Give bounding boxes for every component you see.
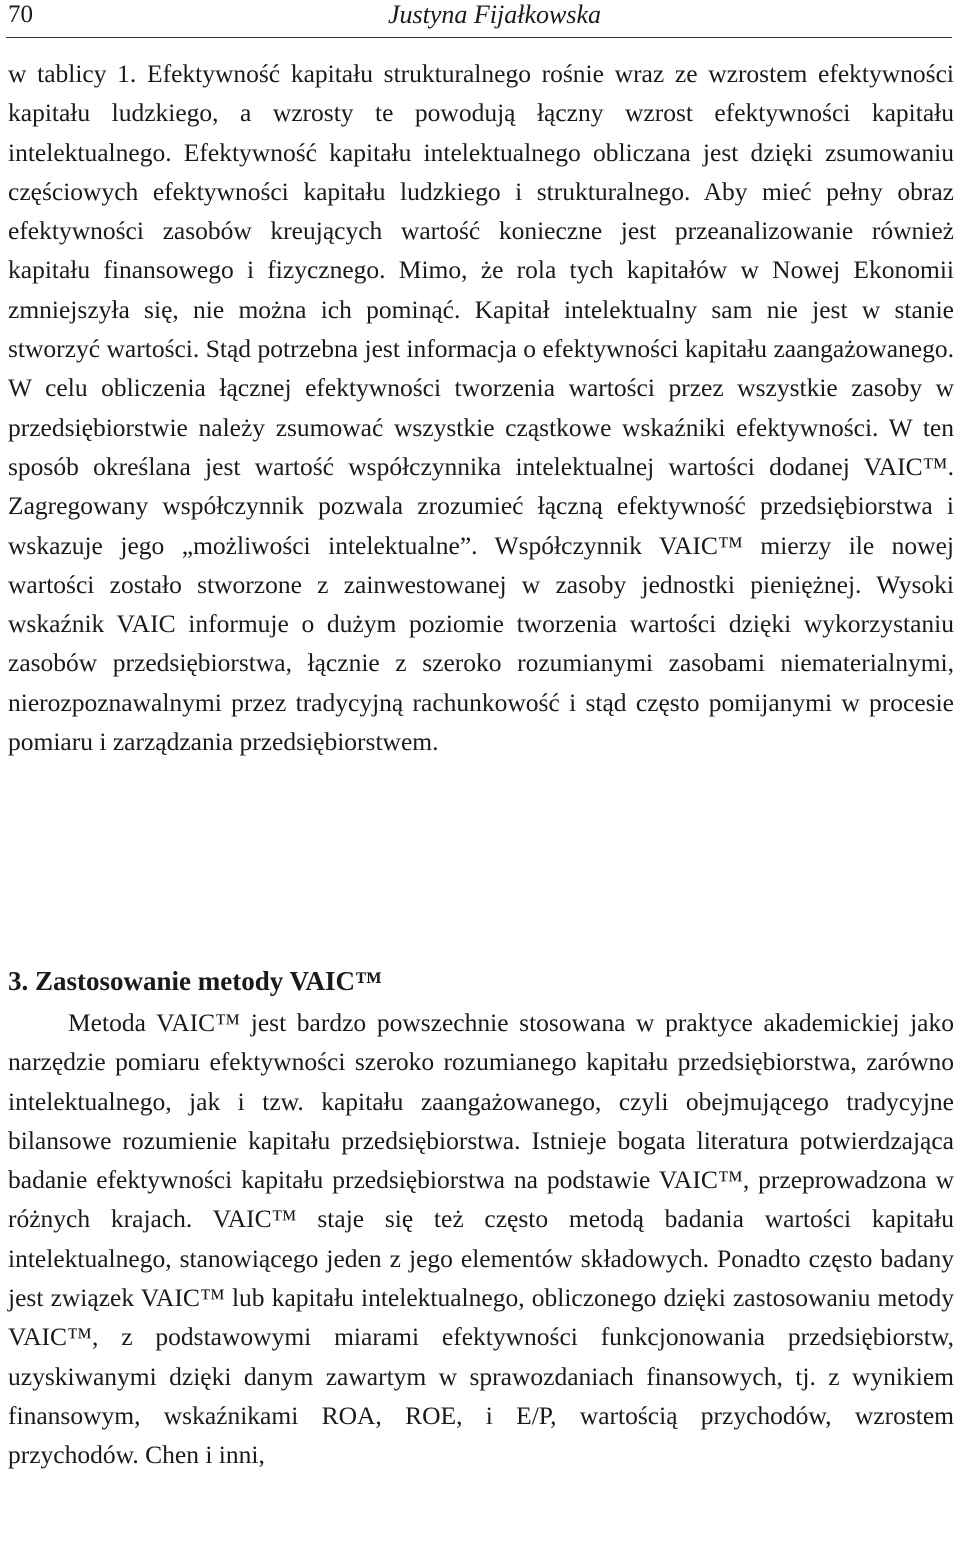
paragraph-text: Metoda VAIC™ jest bardzo powszechnie stosowana w praktyce akademickiej jako narzędzie pomiaru efektywności szeroko rozumianego kapitału przedsiębiorstwa, zarówno intelektualnego, jak i tzw. kapitału zaangażowanego, czyli obejmującego tradycyjne bilansowe rozumienie kapitału przedsiębiorstwa. Istnieje bogata literatura potwierdzająca badanie efektywności kapitału przedsiębiorstwa na podstawie VAIC™, przeprowadzona w różnych krajach. VAIC™ staje się też często metodą badania wartości kapitału intelektualnego, stanowiącego jeden z jego elementów składowych. Ponadto często badany jest związek VAIC™ lub kapitału intelektualnego, obliczonego dzięki zastosowaniu metody VAIC™, z podstawowymi miarami efektywności funkcjonowania przedsiębiorstw, uzyskiwanymi dzięki danym zawartym w sprawozdaniach finansowych, tj. z wynikiem finansowym, wskaźnikami ROA, ROE, i E/P, wartością przychodów, wzrostem przychodów. Chen i inni,: [8, 1008, 954, 1470]
running-header: [4, 0, 954, 36]
running-author: Justyna Fijałkowska: [388, 0, 602, 29]
body-paragraph-2: [8, 1003, 954, 1475]
header-rule: [6, 37, 952, 38]
section-heading: 3. Zastosowanie metody VAIC™: [8, 966, 383, 996]
page-number: 70: [8, 1, 33, 28]
body-paragraph-1: [8, 54, 954, 761]
paragraph-text: w tablicy 1. Efektywność kapitału strukturalnego rośnie wraz ze wzrostem efektywności kapitału ludzkiego, a wzrosty te powodują łączny wzrost efektywności kapitału intelektualnego. Efektywność kapitału intelektualnego obliczana jest dzięki zsumowaniu częściowych efektywności kapitału ludzkiego i strukturalnego. Aby mieć pełny obraz efektywności zasobów kreujących wartość konieczne jest przeanalizowanie również kapitału finansowego i fizycznego. Mimo, że rola tych kapitałów w Nowej Ekonomii zmniejszyła się, nie można ich pominąć. Kapitał intelektualny sam nie jest w stanie stworzyć wartości. Stąd potrzebna jest informacja o efektywności kapitału zaangażowanego. W celu obliczenia łącznej efektywności tworzenia wartości przez wszystkie zasoby w przedsiębiorstwie należy zsumować wszystkie cząstkowe wskaźniki efektywności. W ten sposób określana jest wartość współczynnika intelektualnej wartości dodanej VAIC™. Zagregowany współczynnik pozwala zrozumieć łączną efektywność przedsiębiorstwa i wskazuje jego „możliwości intelektualne”. Współczynnik VAIC™ mierzy ile nowej wartości zostało stworzone z zainwestowanej w zasoby jednostki pieniężnej. Wysoki wskaźnik VAIC informuje o dużym poziomie tworzenia wartości dzięki wykorzystaniu zasobów przedsiębiorstwa, łącznie z szeroko rozumianymi zasobami niematerialnymi, nierozpoznawalnymi przez tradycyjną rachunkowość i stąd często pomijanymi w procesie pomiaru i zarządzania przedsiębiorstwem.: [8, 59, 954, 757]
